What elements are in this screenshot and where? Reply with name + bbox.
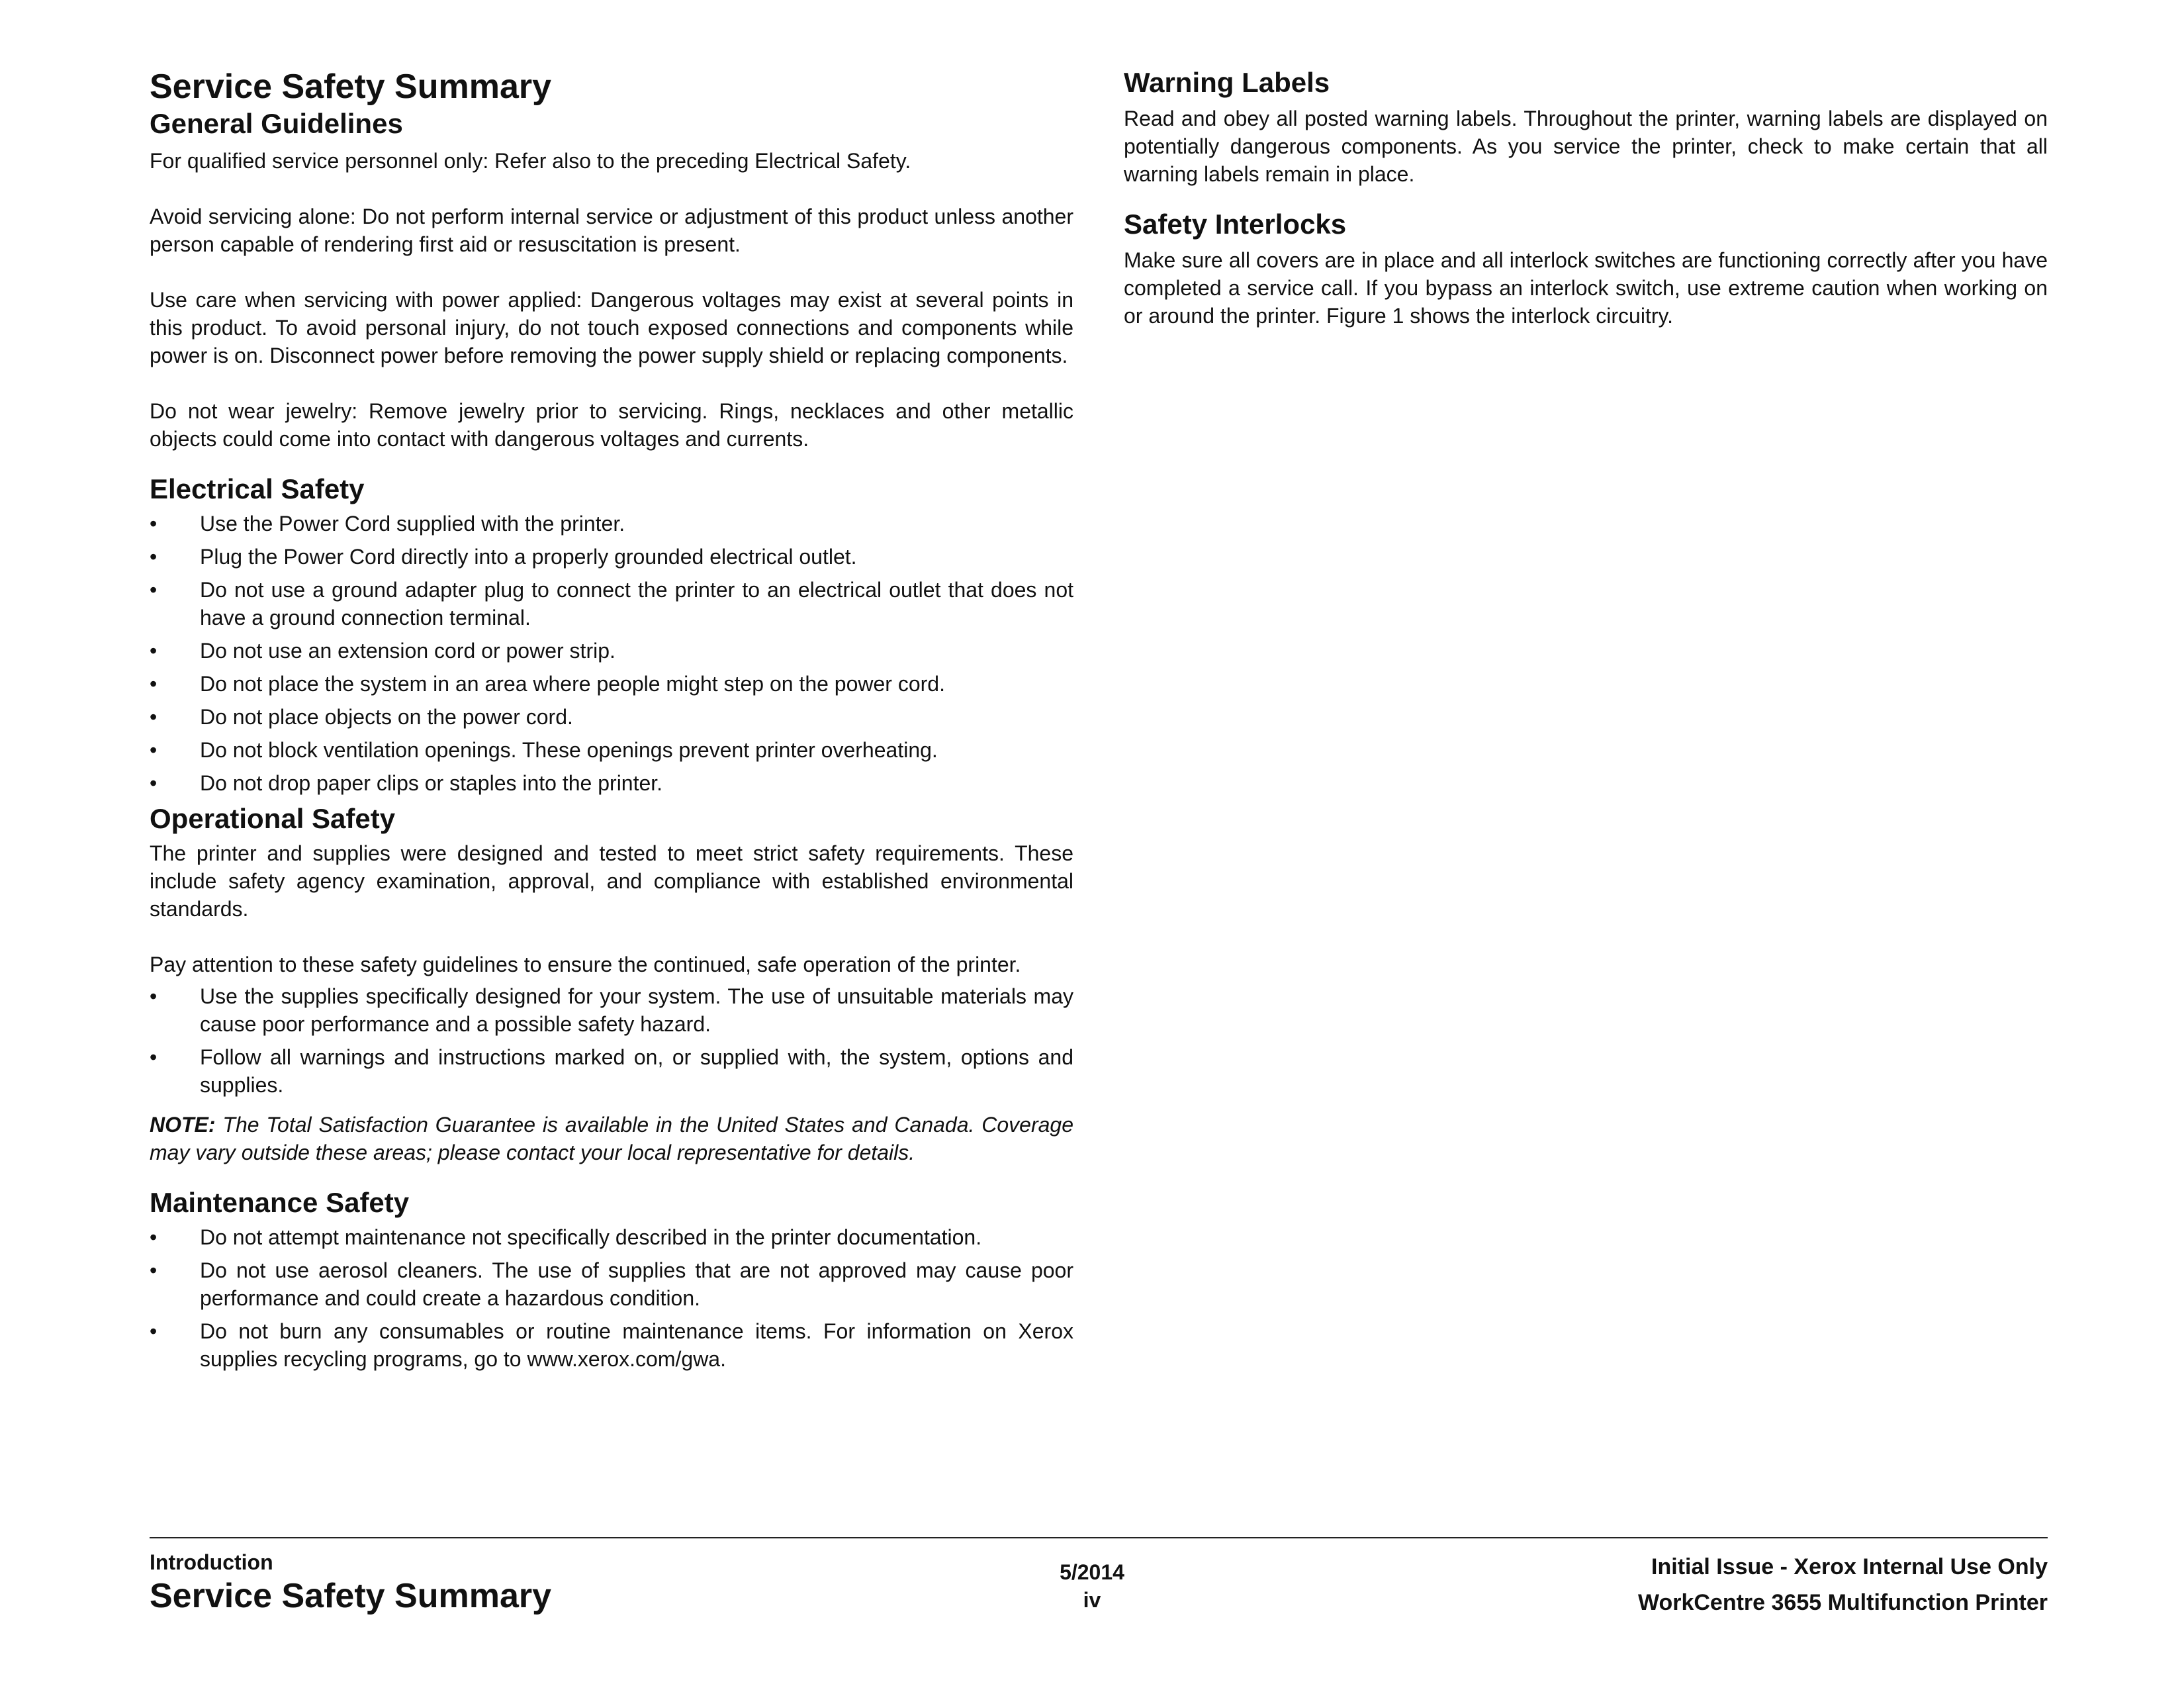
footer-center — [993, 1558, 1191, 1614]
footer-product: WorkCentre 3655 Multifunction Printer — [1637, 1590, 2048, 1615]
operational-paragraph: Pay attention to these safety guidelines to ensure the continued, safe operation of the printer. — [150, 953, 1021, 976]
bullet-marker: • — [150, 1225, 158, 1249]
list-item-text: Do not block ventilation openings. These openings prevent printer overheating. — [200, 738, 938, 762]
footer-date: 5/2014 — [1060, 1560, 1124, 1584]
list-item — [150, 736, 1073, 764]
operational-paragraph: The printer and supplies were designed and tested to meet strict safety requirements. These include safety agency examination, approval, and compliance with established environmental standards. — [150, 841, 1073, 921]
footer-issue: Initial Issue - Xerox Internal Use Only — [1651, 1554, 2048, 1579]
bullet-marker: • — [150, 984, 158, 1008]
list-item-text: Follow all warnings and instructions marked on, or supplied with, the system, options and supplies. — [200, 1045, 1073, 1097]
list-item — [150, 703, 1073, 731]
list-item-text: Do not place the system in an area where people might step on the power cord. — [200, 672, 945, 696]
maintenance-safety-heading: Maintenance Safety — [150, 1187, 410, 1218]
list-item-text: Use the Power Cord supplied with the printer. — [200, 512, 625, 536]
list-item-text: Use the supplies specifically designed for your system. The use of unsuitable materials may cause poor performance and a possible safety hazard. — [200, 984, 1073, 1036]
bullet-marker: • — [150, 771, 158, 795]
footer-page-number: iv — [1083, 1588, 1101, 1612]
list-item — [150, 637, 1073, 665]
general-paragraph: Use care when servicing with power applied: Dangerous voltages may exist at several points in this product. To avoid personal injury, do not touch exposed connections and components while power is on. Disconnect power before removing the power supply shield or replacing components. — [150, 288, 1073, 367]
safety-interlocks-heading: Safety Interlocks — [1124, 209, 1347, 240]
list-item-text: Do not drop paper clips or staples into the printer. — [200, 771, 663, 795]
list-item-text: Do not use aerosol cleaners. The use of supplies that are not approved may cause poor performance and could create a hazardous condition. — [200, 1258, 1073, 1310]
bullet-marker: • — [150, 672, 158, 696]
warning-labels-heading: Warning Labels — [1124, 67, 1330, 98]
list-item — [150, 543, 1073, 571]
electrical-safety-list — [150, 510, 1073, 797]
bullet-marker: • — [150, 738, 158, 762]
footer-right — [1638, 1549, 2048, 1620]
list-item — [150, 510, 1073, 538]
footer-title: Service Safety Summary — [150, 1577, 552, 1615]
bullet-marker: • — [150, 512, 158, 536]
list-item-text: Do not use a ground adapter plug to connect the printer to an electrical outlet that does not have a ground connection terminal. — [200, 578, 1073, 630]
bullet-marker: • — [150, 1045, 158, 1069]
list-item — [150, 1256, 1073, 1312]
list-item-text: Plug the Power Cord directly into a properly grounded electrical outlet. — [200, 545, 857, 569]
note — [150, 1111, 1073, 1166]
bullet-marker: • — [150, 545, 158, 569]
bullet-marker: • — [150, 639, 158, 663]
bullet-marker: • — [150, 705, 158, 729]
list-item — [150, 982, 1073, 1038]
list-item-text: Do not place objects on the power cord. — [200, 705, 573, 729]
left-column — [150, 66, 1073, 1378]
bullet-marker: • — [150, 578, 158, 602]
note-text: The Total Satisfaction Guarantee is available in the United States and Canada. Coverage may vary outside these areas; please contact your local representative for details. — [150, 1113, 1073, 1164]
note-label: NOTE: — [150, 1113, 216, 1137]
footer-left — [150, 1549, 551, 1617]
safety-interlocks-text: Make sure all covers are in place and all interlock switches are functioning correctly after you have completed a service call. If you bypass an interlock switch, use extreme caution when working on or around the printer. Figure 1 shows the interlock circuitry. — [1124, 248, 2048, 328]
footer-divider — [150, 1537, 2048, 1538]
right-column — [1124, 66, 2048, 330]
operational-safety-heading: Operational Safety — [150, 803, 396, 834]
page-title: Service Safety Summary — [150, 68, 552, 106]
warning-labels-text: Read and obey all posted warning labels. Throughout the printer, warning labels are displayed on potentially dangerous components. As you service the printer, check to make certain that all warning labels remain in place. — [1124, 107, 2048, 186]
general-guidelines-heading: General Guidelines — [150, 108, 403, 139]
list-item-text: Do not burn any consumables or routine maintenance items. For information on Xerox supplies recycling programs, go to www.xerox.com/gwa. — [200, 1319, 1073, 1371]
footer-section: Introduction — [150, 1550, 273, 1574]
list-item — [150, 1317, 1073, 1373]
general-paragraph: For qualified service personnel only: Refer also to the preceding Electrical Safety. — [150, 149, 911, 173]
general-paragraph: Do not wear jewelry: Remove jewelry prior to servicing. Rings, necklaces and other metallic objects could come into contact with dangerous voltages and currents. — [150, 399, 1073, 451]
bullet-marker: • — [150, 1319, 158, 1343]
list-item — [150, 769, 1073, 797]
list-item — [150, 576, 1073, 632]
general-paragraph: Avoid servicing alone: Do not perform internal service or adjustment of this product unless another person capable of rendering first aid or resuscitation is present. — [150, 205, 1073, 256]
list-item — [150, 670, 1073, 698]
list-item-text: Do not attempt maintenance not specifically described in the printer documentation. — [200, 1225, 982, 1249]
electrical-safety-heading: Electrical Safety — [150, 473, 365, 504]
list-item-text: Do not use an extension cord or power strip. — [200, 639, 615, 663]
list-item — [150, 1043, 1073, 1099]
maintenance-safety-list — [150, 1223, 1073, 1373]
list-item — [150, 1223, 1073, 1251]
operational-safety-list — [150, 982, 1073, 1099]
bullet-marker: • — [150, 1258, 158, 1282]
